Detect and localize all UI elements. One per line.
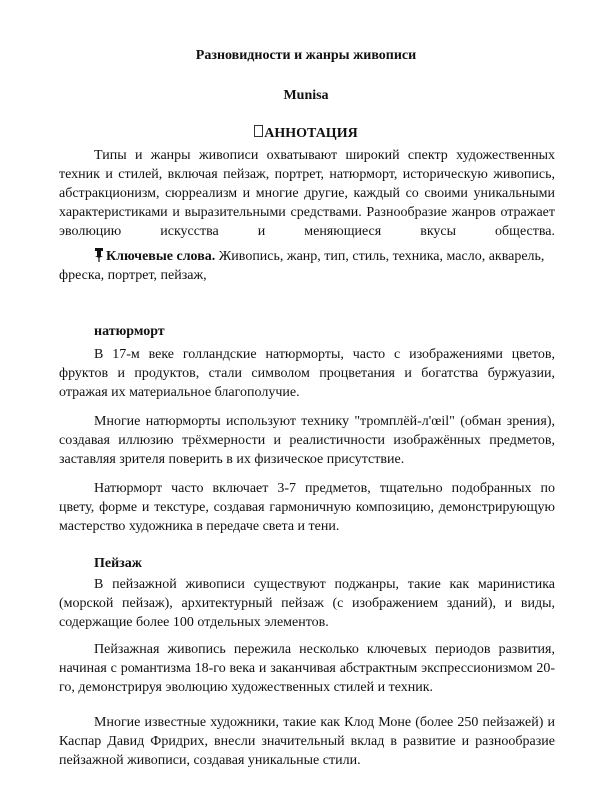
landscape-paragraph-3: Многие известные художники, такие как Клод Моне (более 250 пейзажей) и Каспар Давид Фридрих, внесли значительный вклад в развитие и разнообразие пейзажной живописи, создавая уникальные стили. <box>59 715 555 768</box>
still-life-paragraph-3: Натюрморт часто включает 3-7 предметов, тщательно подобранных по цвету, форме и текстуре, создавая гармоничную композицию, демонстрирующую мастерство художника в передаче света и тени. <box>59 481 555 534</box>
section-heading-landscape: Пейзаж <box>94 556 142 571</box>
keywords-text: Живопись, жанр, тип, стиль, техника, масло, акварель, фреска, портрет, пейзаж, <box>59 249 545 283</box>
landscape-paragraph-2: Пейзажная живопись пережила несколько ключевых периодов развития, начиная с романтизма 18-го века и заканчивая абстрактным экспрессионизмом 20-го, демонстрируя эволюцию художественных стилей и техник. <box>59 642 555 695</box>
document-title: Разновидности и жанры живописи <box>195 48 417 63</box>
section-heading-still-life: натюрморт <box>94 324 165 339</box>
pushpin-icon <box>94 248 104 262</box>
abstract-heading <box>0 125 612 142</box>
keywords-label: Ключевые слова. <box>106 249 216 264</box>
landscape-paragraph-1: В пейзажной живописи существуют поджанры, такие как маринистика (морской пейзаж), архитектурный пейзаж (с изображением зданий), и виды, содержащие более 100 отдельных элементов. <box>59 577 555 630</box>
still-life-paragraph-1: В 17-м веке голландские натюрморты, часто с изображениями цветов, фруктов и продуктов, стали символом процветания и богатства буржуазии, отражая их материальное благополучие. <box>59 347 555 400</box>
missing-glyph-icon <box>254 125 263 137</box>
keywords-paragraph <box>59 247 555 285</box>
author-name: Munisa <box>283 88 329 103</box>
still-life-paragraph-2: Многие натюрморты используют технику "тромплёй-л'œil" (обман зрения), создавая иллюзию трёхмерности и реалистичности изображённых предметов, заставляя зрителя поверить в их физическое присутствие. <box>59 414 555 467</box>
abstract-paragraph: Типы и жанры живописи охватывают широкий спектр художественных техник и стилей, включая пейзаж, портрет, натюрморт, историческую живопись, абстракционизм, сюрреализм и многие другие, каждый со своими уникальными характеристиками и выразительными средствами. Разнообразие жанров отражает эволюцию искусства и меняющиеся вкусы общества. <box>59 148 555 239</box>
abstract-heading-text: АННОТАЦИЯ <box>264 126 358 141</box>
